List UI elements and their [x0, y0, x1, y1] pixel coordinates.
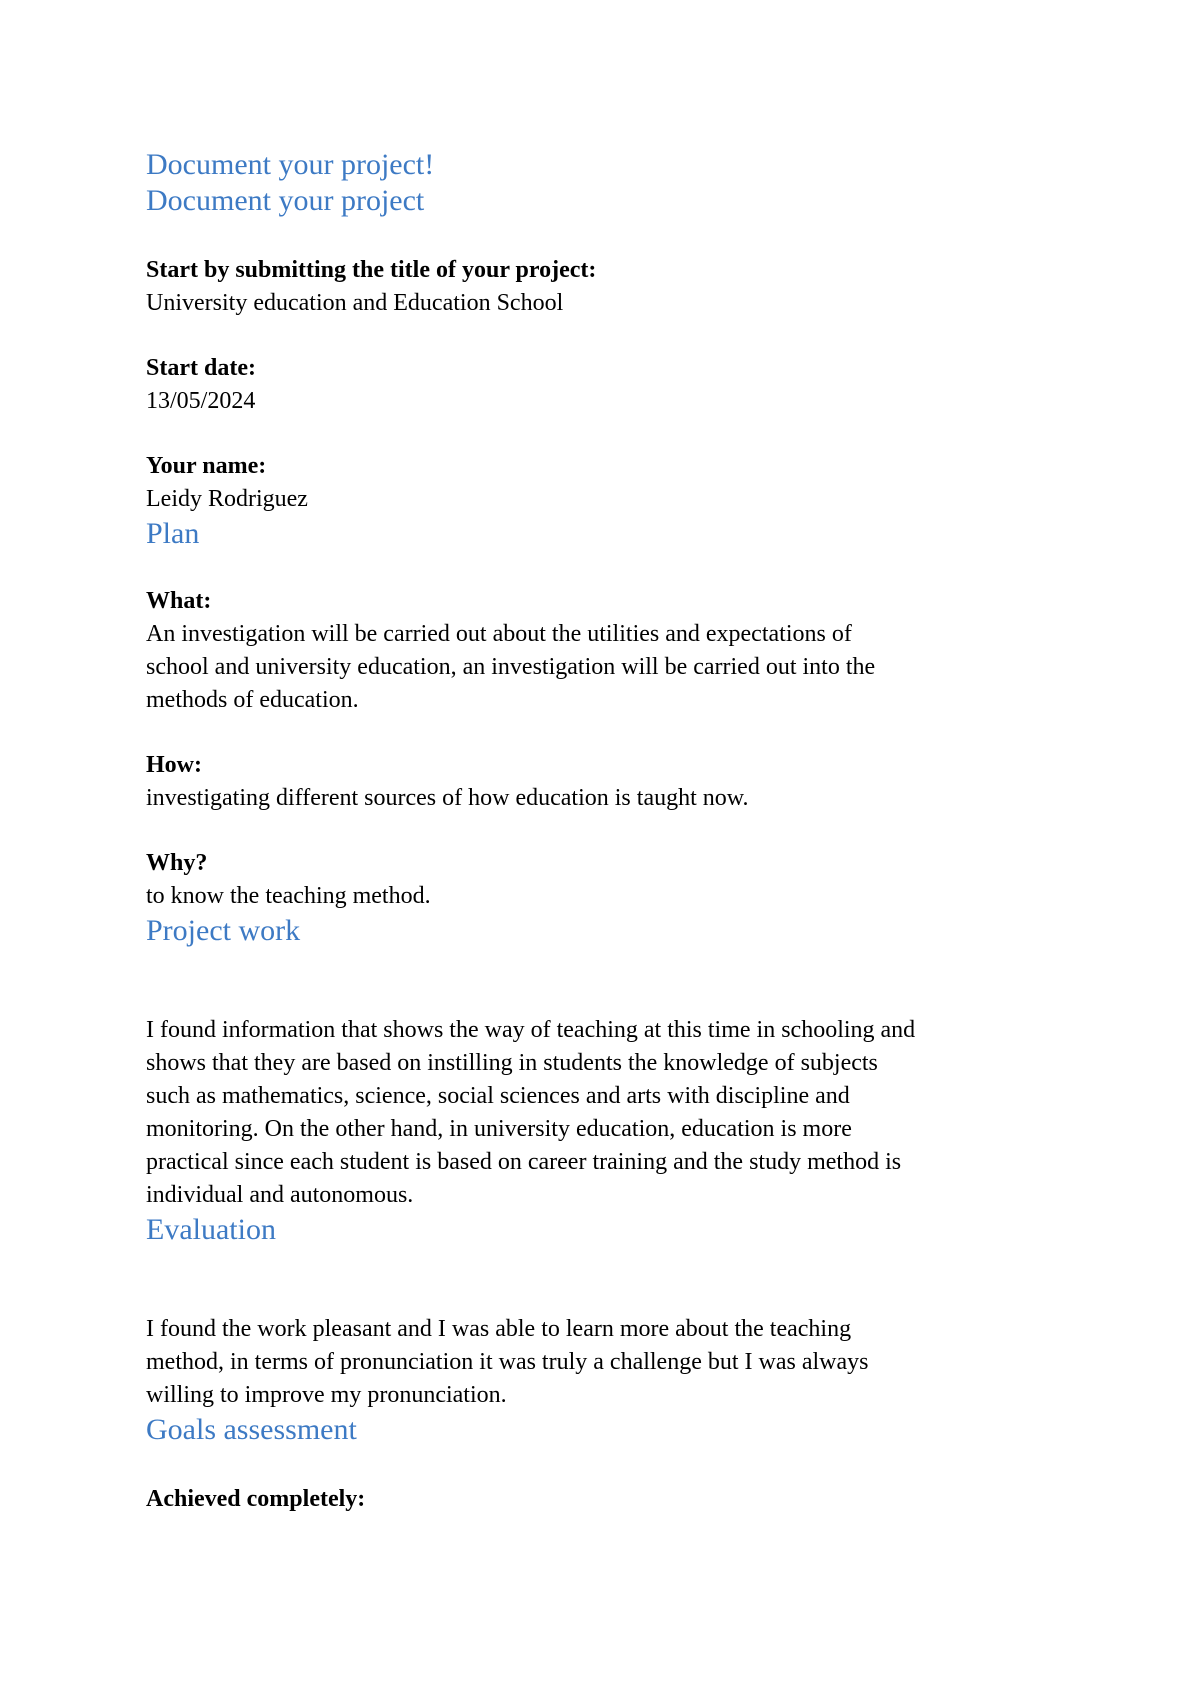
project-work-line: individual and autonomous.: [146, 1182, 414, 1208]
evaluation-line: willing to improve my pronunciation.: [146, 1382, 507, 1408]
what-line: An investigation will be carried out about the utilities and expectations of: [146, 621, 852, 647]
plan-heading: Plan: [146, 517, 200, 550]
project-work-line: such as mathematics, science, social sciences and arts with discipline and: [146, 1083, 850, 1109]
what-line: school and university education, an investigation will be carried out into the: [146, 654, 876, 680]
document-title: Document your project!: [146, 148, 435, 181]
how-label: How:: [146, 752, 202, 778]
evaluation-heading: Evaluation: [146, 1213, 276, 1246]
project-work-line: shows that they are based on instilling in students the knowledge of subjects: [146, 1050, 878, 1076]
project-title-label: Start by submitting the title of your project:: [146, 257, 597, 283]
what-label: What:: [146, 588, 212, 614]
evaluation-line: method, in terms of pronunciation it was truly a challenge but I was always: [146, 1349, 869, 1375]
project-work-line: I found information that shows the way of teaching at this time in schooling and: [146, 1017, 916, 1043]
your-name-value: Leidy Rodriguez: [146, 486, 308, 512]
start-date-label: Start date:: [146, 355, 256, 381]
document-subtitle: Document your project: [146, 184, 425, 217]
evaluation-line: I found the work pleasant and I was able to learn more about the teaching: [146, 1316, 852, 1342]
why-label: Why?: [146, 850, 208, 876]
project-work-heading: Project work: [146, 914, 301, 947]
achieved-completely-label: Achieved completely:: [146, 1486, 366, 1512]
goals-assessment-heading: Goals assessment: [146, 1413, 357, 1446]
what-line: methods of education.: [146, 687, 359, 713]
how-value: investigating different sources of how education is taught now.: [146, 785, 749, 811]
your-name-label: Your name:: [146, 453, 267, 479]
project-title-value: University education and Education School: [146, 290, 564, 316]
why-value: to know the teaching method.: [146, 883, 431, 909]
start-date-value: 13/05/2024: [146, 388, 256, 414]
project-work-line: monitoring. On the other hand, in university education, education is more: [146, 1116, 852, 1142]
project-work-line: practical since each student is based on career training and the study method is: [146, 1149, 902, 1175]
